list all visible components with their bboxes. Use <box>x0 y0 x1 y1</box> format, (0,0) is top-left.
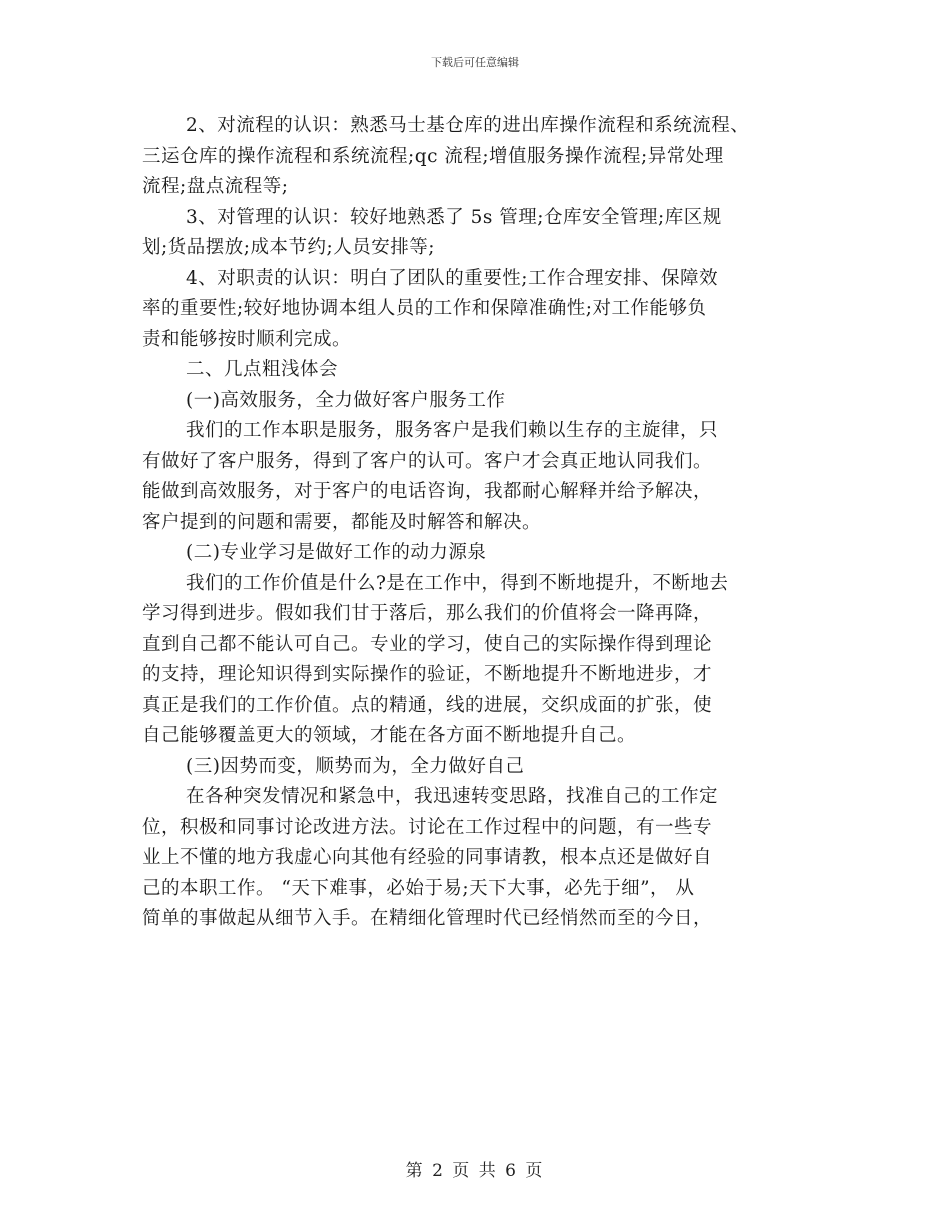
text-line: 流程;盘点流程等; <box>142 176 289 197</box>
text-line: 4、对职责的认识：明白了团队的重要性;工作合理安排、保障效 <box>186 267 719 289</box>
text-line: 学习得到进步。假如我们甘于落后，那么我们的价值将会一降再降， <box>142 603 713 624</box>
text-line: 划;货品摆放;成本节约;人员安排等; <box>142 237 435 258</box>
paragraph <box>142 386 814 417</box>
text-line: 简单的事做起从细节入手。在精细化管理时代已经悄然而至的今日， <box>142 908 713 929</box>
text-line: 有做好了客户服务，得到了客户的认可。客户才会真正地认同我们。 <box>142 450 713 472</box>
text-line: 位，积极和同事讨论改进方法。讨论在工作过程中的问题，有一些专 <box>142 816 713 838</box>
paragraph <box>142 752 814 783</box>
text-line: 能做到高效服务，对于客户的电话咨询，我都耐心解释并给予解决， <box>142 481 713 502</box>
page-header: 下载后可任意编辑 <box>431 56 519 69</box>
document-body <box>142 111 814 935</box>
text-line: (一)高效服务，全力做好客户服务工作 <box>186 389 506 411</box>
text-line: 三运仓库的操作流程和系统流程;qc 流程;增值服务操作流程;异常处理 <box>142 145 724 167</box>
paragraph <box>142 111 814 203</box>
text-line: 的支持，理论知识得到实际操作的验证，不断地提升不断地进步，才 <box>142 664 713 685</box>
text-line: 率的重要性;较好地协调本组人员的工作和保障准确性;对工作能够负 <box>142 298 707 319</box>
text-line: (二)专业学习是做好工作的动力源泉 <box>186 542 487 563</box>
text-line: 3、对管理的认识：较好地熟悉了 5s 管理;仓库安全管理;库区规 <box>186 206 722 228</box>
paragraph <box>142 264 814 356</box>
paragraph <box>142 538 814 569</box>
page-footer: 第 2 页 共 6 页 <box>405 1161 545 1181</box>
text-line: 己的本职工作。 “天下难事，必始于易;天下大事，必先于细”， 从 <box>142 877 695 899</box>
text-line: 客户提到的问题和需要，都能及时解答和解决。 <box>142 511 542 533</box>
text-line: 业上不懂的地方我虚心向其他有经验的同事请教，根本点还是做好自 <box>142 847 713 868</box>
paragraph <box>142 203 814 264</box>
text-line: 在各种突发情况和紧急中，我迅速转变思路，找准自己的工作定 <box>186 786 719 807</box>
text-line: 我们的工作本职是服务，服务客户是我们赖以生存的主旋律，只 <box>186 420 719 441</box>
text-line: (三)因势而变，顺势而为，全力做好自己 <box>186 755 525 777</box>
paragraph <box>142 782 814 935</box>
text-line: 自己能够覆盖更大的领域，才能在各方面不断地提升自己。 <box>142 725 637 746</box>
paragraph <box>142 416 814 538</box>
text-line: 真正是我们的工作价值。点的精通，线的进展，交织成面的扩张，使 <box>142 694 713 716</box>
paragraph <box>142 355 814 386</box>
text-line: 2、对流程的认识：熟悉马士基仓库的进出库操作流程和系统流程、 <box>186 115 750 136</box>
text-line: 责和能够按时顺利完成。 <box>142 328 352 350</box>
text-line: 直到自己都不能认可自己。专业的学习，使自己的实际操作得到理论 <box>142 633 713 655</box>
text-line: 二、几点粗浅体会 <box>186 359 339 380</box>
text-line: 我们的工作价值是什么?是在工作中，得到不断地提升，不断地去 <box>186 572 729 594</box>
paragraph <box>142 569 814 752</box>
